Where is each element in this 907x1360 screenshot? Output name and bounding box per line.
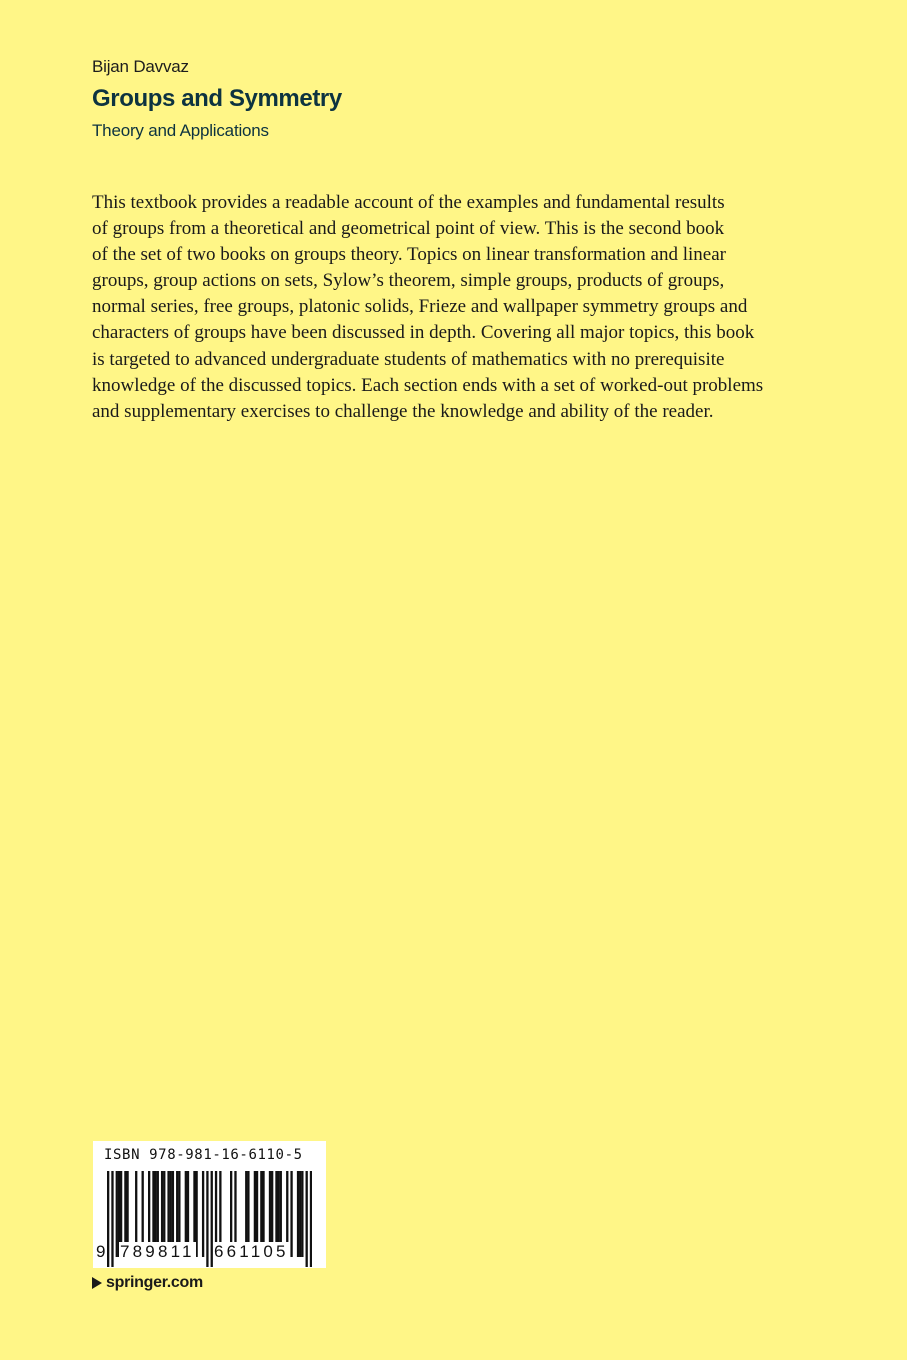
isbn-text: ISBN 978-981-16-6110-5 [104,1147,303,1163]
description-line: knowledge of the discussed topics. Each section ends with a set of worked-out problems [92,374,764,396]
barcode-digits-right: 661105 [214,1242,289,1261]
description-line: normal series, free groups, platonic solids, Frieze and wallpaper symmetry groups and [92,296,748,318]
description-line: of the set of two books on groups theory. Topics on linear transformation and linear [92,244,726,266]
description-line: of groups from a theoretical and geometrical point of view. This is the second book [92,218,725,240]
author-name: Bijan Davvaz [92,57,189,76]
description-line: This textbook provides a readable account of the examples and fundamental results [92,192,725,213]
triangle-arrow-icon [92,1277,102,1289]
barcode-digit-first: 9 [96,1242,106,1261]
book-subtitle: Theory and Applications [92,121,269,140]
publisher-link[interactable] [92,1274,203,1292]
barcode-digits-left: 789811 [120,1242,195,1261]
publisher-url[interactable]: springer.com [106,1274,203,1291]
description-line: is targeted to advanced undergraduate students of mathematics with no prerequisite [92,348,725,370]
description-line: groups, group actions on sets, Sylow’s theorem, simple groups, products of groups, [92,270,725,292]
description-line: characters of groups have been discussed in depth. Covering all major topics, this book [92,322,755,344]
description-line: and supplementary exercises to challenge the knowledge and ability of the reader. [92,400,714,422]
book-title: Groups and Symmetry [92,85,342,112]
isbn-barcode [93,1141,326,1268]
book-description [92,190,808,425]
barcode-digits [93,1242,326,1264]
